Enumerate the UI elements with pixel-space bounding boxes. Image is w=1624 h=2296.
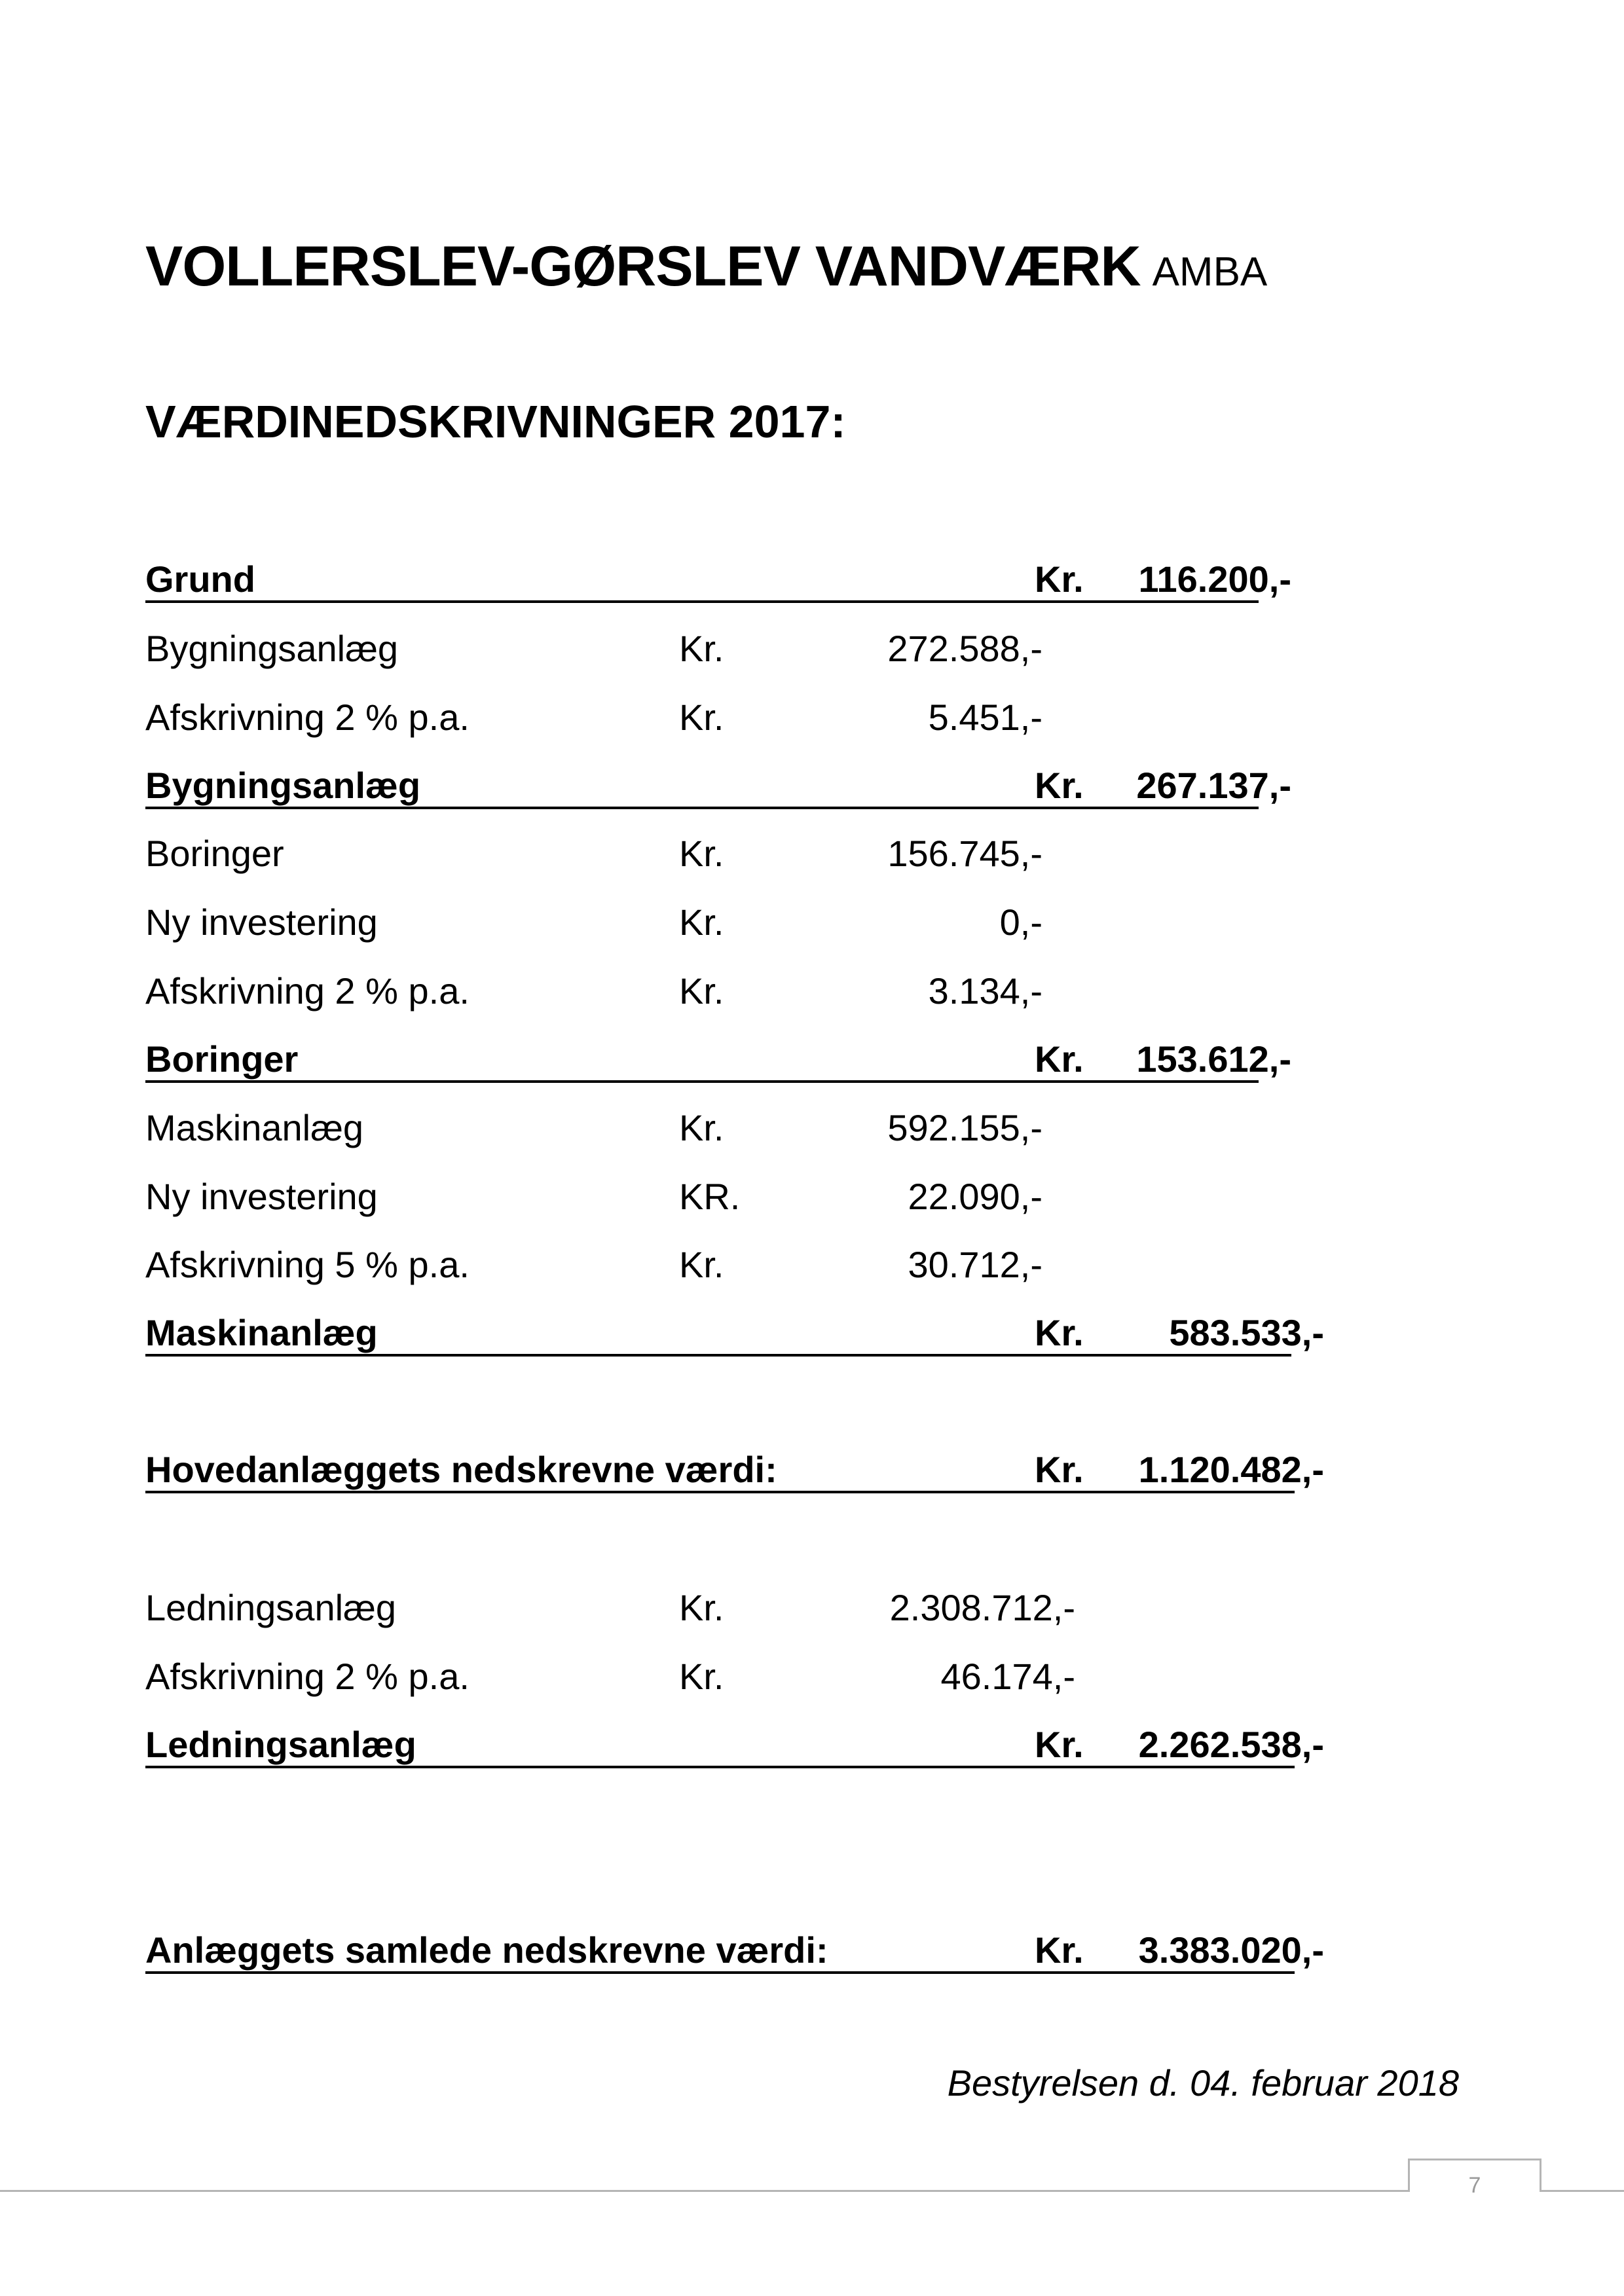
total-underline [145, 1354, 1291, 1357]
line-item-label: Ny investering [145, 902, 378, 943]
total-underline [145, 1080, 1259, 1083]
total-label: Bygningsanlæg [145, 765, 421, 806]
title-text: VOLLERSLEV-GØRSLEV VANDVÆRK [145, 235, 1141, 298]
line-item-label: Afskrivning 5 % p.a. [145, 1244, 470, 1285]
page-number: 7 [1408, 2159, 1541, 2192]
line-item-currency: Kr. [679, 902, 724, 943]
line-item-label: Ledningsanlæg [145, 1587, 396, 1628]
total-currency: Kr. [1035, 1038, 1084, 1080]
total-amount: 116.200,- [1138, 558, 1291, 600]
total-amount: 583.533,- [1169, 1312, 1324, 1353]
total-amount: 2.262.538,- [1138, 1724, 1324, 1765]
total-underline [145, 1766, 1295, 1768]
line-item-ledning-value [145, 1586, 1291, 1632]
footer-rule [0, 2190, 1624, 2192]
page-title [145, 234, 1267, 299]
total-currency: Kr. [1035, 558, 1084, 600]
line-item-currency: Kr. [679, 1244, 724, 1285]
total-underline [145, 807, 1259, 809]
total-row-boringer [145, 1038, 1291, 1103]
total-amount: 153.612,- [1136, 1038, 1291, 1080]
line-item-amount: 46.174,- [940, 1656, 1075, 1697]
total-label: Maskinanlæg [145, 1312, 378, 1353]
total-currency: Kr. [1035, 1449, 1084, 1490]
line-item-amount: 0,- [999, 902, 1043, 943]
line-item-maskin-depreciation [145, 1243, 1291, 1289]
line-item-label: Bygningsanlæg [145, 628, 399, 669]
total-row-hovedanlaeg [145, 1448, 1324, 1514]
grand-total-row [145, 1929, 1324, 1994]
line-item-maskin-value [145, 1106, 1291, 1152]
line-item-amount: 22.090,- [908, 1176, 1043, 1217]
total-amount: 267.137,- [1136, 765, 1291, 806]
line-item-label: Maskinanlæg [145, 1107, 364, 1148]
grand-total-currency: Kr. [1035, 1929, 1084, 1971]
total-row-ledning [145, 1723, 1324, 1789]
line-item-currency: KR. [679, 1176, 741, 1217]
total-underline [145, 1491, 1295, 1493]
total-label: Boringer [145, 1038, 299, 1080]
line-item-boringer-investment [145, 901, 1291, 947]
line-item-label: Afskrivning 2 % p.a. [145, 970, 470, 1011]
line-item-currency: Kr. [679, 833, 724, 874]
total-amount: 1.120.482,- [1138, 1449, 1324, 1490]
line-item-currency: Kr. [679, 628, 724, 669]
line-item-amount: 3.134,- [928, 970, 1043, 1011]
line-item-amount: 272.588,- [887, 628, 1043, 669]
line-item-boringer-value [145, 832, 1291, 878]
line-item-boringer-depreciation [145, 970, 1291, 1015]
total-currency: Kr. [1035, 765, 1084, 806]
total-underline [145, 600, 1259, 603]
line-item-currency: Kr. [679, 970, 724, 1011]
line-item-currency: Kr. [679, 1656, 724, 1697]
line-item-label: Afskrivning 2 % p.a. [145, 697, 470, 738]
line-item-amount: 592.155,- [887, 1107, 1043, 1148]
total-row-maskin [145, 1311, 1324, 1377]
title-suffix: AMBA [1152, 249, 1268, 295]
line-item-bygning-depreciation [145, 696, 1291, 742]
section-title: VÆRDINEDSKRIVNINGER 2017: [145, 396, 846, 447]
line-item-label: Ny investering [145, 1176, 378, 1217]
total-currency: Kr. [1035, 1312, 1084, 1353]
total-label: Hovedanlæggets nedskrevne værdi: [145, 1449, 777, 1490]
total-underline [145, 1971, 1295, 1974]
total-label: Grund [145, 558, 255, 600]
line-item-currency: Kr. [679, 697, 724, 738]
line-item-amount: 30.712,- [908, 1244, 1043, 1285]
line-item-ledning-depreciation [145, 1655, 1291, 1701]
line-item-amount: 5.451,- [928, 697, 1043, 738]
line-item-amount: 2.308.712,- [889, 1587, 1075, 1628]
grand-total-amount: 3.383.020,- [1138, 1929, 1324, 1971]
line-item-bygning-value [145, 627, 1291, 673]
total-row-grund [145, 558, 1291, 623]
line-item-label: Afskrivning 2 % p.a. [145, 1656, 470, 1697]
signature: Bestyrelsen d. 04. februar 2018 [947, 2062, 1459, 2104]
grand-total-label: Anlæggets samlede nedskrevne værdi: [145, 1929, 828, 1971]
total-currency: Kr. [1035, 1724, 1084, 1765]
line-item-currency: Kr. [679, 1587, 724, 1628]
line-item-maskin-investment [145, 1175, 1291, 1221]
total-row-bygning [145, 764, 1291, 829]
total-label: Ledningsanlæg [145, 1724, 416, 1765]
line-item-currency: Kr. [679, 1107, 724, 1148]
line-item-label: Boringer [145, 833, 284, 874]
line-item-amount: 156.745,- [887, 833, 1043, 874]
